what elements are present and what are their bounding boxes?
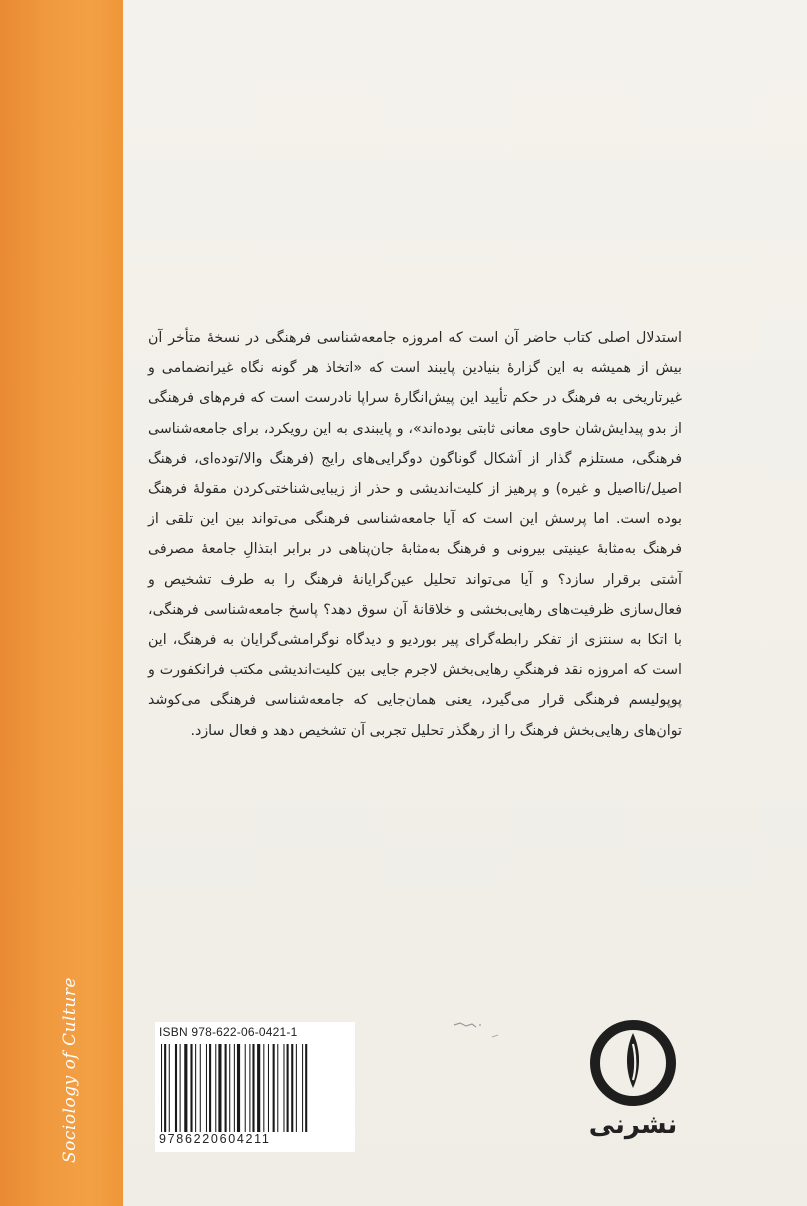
barcode-bar (249, 1044, 250, 1132)
barcode-bar (237, 1044, 240, 1132)
barcode-bar (215, 1044, 216, 1132)
reed-in-circle-icon (588, 1018, 678, 1108)
spine-signature (40, 970, 100, 1170)
publisher-logo (583, 1018, 683, 1166)
barcode-bar (229, 1044, 230, 1132)
book-description: استدلال اصلی کتاب حاضر آن است که امروزه جامعه‌شناسی فرهنگی در نسخهٔ متأخر آن بیش از همیشه به این گزارهٔ بنیادین پایبند است که «اتخاذ هر گونه نگاه غیرانضمامی و غیرتاریخی به فرهنگ در حکم تأیید این پیش‌انگارهٔ سراپا نادرست است که فرم‌های فرهنگی از بدو پیدایش‌شان حاوی معانی ثابتی بوده‌اند»، و پایبندی به این رویکرد، برای جامعه‌شناسی فرهنگی، مستلزم گذار از اَشکال گوناگون دوگرایی‌های رایج (فرهنگ والا/توده‌ای، فرهنگ اصیل/نااصیل و غیره) و پرهیز از کلیت‌اندیشی و حذر از زیبایی‌شناختی‌کردن مقولهٔ فرهنگ بوده است. اما پرسش این است که آیا جامعه‌شناسی فرهنگی می‌تواند بین این تلقی از فرهنگ به‌مثابهٔ عینیتی بیرونی و فرهنگ به‌مثابهٔ جان‌پناهی در برابر ابتذالِ جامعهٔ مصرفی آشتی برقرار سازد؟ و آیا می‌تواند تحلیل عین‌گرایانهٔ فرهنگ را به طرف تشخیص و فعال‌سازی ظرفیت‌های رهایی‌بخشی و خلاقانهٔ آن سوق دهد؟ پاسخ جامعه‌شناسی فرهنگی، با اتکا به سنتزی از تفکر رابطه‌گرای پیر بوردیو و دیدگاه نوگرامشی‌گرایان به فرهنگ، این است که امروزه نقد فرهنگیِ رهایی‌بخش لاجرم جایی بین کلیت‌اندیشی مکتب فرانکفورت و پوپولیسم فرهنگی قرار می‌گیرد، یعنی همان‌جایی که جامعه‌شناسی فرهنگی می‌کوشد توان‌های رهایی‌بخش فرهنگ را از رهگذر تحلیل تجربی آن تشخیص دهد و فعال سازد. (148, 330, 682, 739)
barcode-bar (257, 1044, 260, 1132)
barcode-bar (273, 1044, 275, 1132)
publisher-name: نشرنی (588, 1110, 678, 1140)
barcode-bar (190, 1044, 192, 1132)
barcode-bar (209, 1044, 211, 1132)
barcode-bar (218, 1044, 221, 1132)
barcode-bar (206, 1044, 207, 1132)
barcode-bar (287, 1044, 289, 1132)
barcode-bar (252, 1044, 254, 1132)
barcode-bar (180, 1044, 181, 1132)
barcode-bar (225, 1044, 227, 1132)
barcode-bar (184, 1044, 187, 1132)
barcode-bar (283, 1044, 284, 1132)
barcode-block (155, 1022, 355, 1152)
isbn-label: ISBN 978-622-06-0421-1 (159, 1025, 298, 1039)
barcode-bar (234, 1044, 235, 1132)
barcode-bar (305, 1044, 307, 1132)
barcode-bar (245, 1044, 246, 1132)
barcode-bar (268, 1044, 269, 1132)
barcode-bars (161, 1044, 349, 1132)
paper-smudge (452, 1019, 512, 1041)
spine-signature-text: Sociology of Culture (60, 977, 80, 1163)
barcode-digits: 9786220604211 (159, 1132, 271, 1146)
book-spine-strip (0, 0, 123, 1206)
barcode-bar (263, 1044, 264, 1132)
barcode-bar (161, 1044, 162, 1132)
barcode-bar (277, 1044, 278, 1132)
barcode-bar (195, 1044, 196, 1132)
barcode-bar (175, 1044, 177, 1132)
barcode-bar (291, 1044, 293, 1132)
barcode-bar (164, 1044, 166, 1132)
barcode-bar (200, 1044, 201, 1132)
barcode-bar (296, 1044, 297, 1132)
barcode-bar (302, 1044, 303, 1132)
barcode-bar (169, 1044, 170, 1132)
